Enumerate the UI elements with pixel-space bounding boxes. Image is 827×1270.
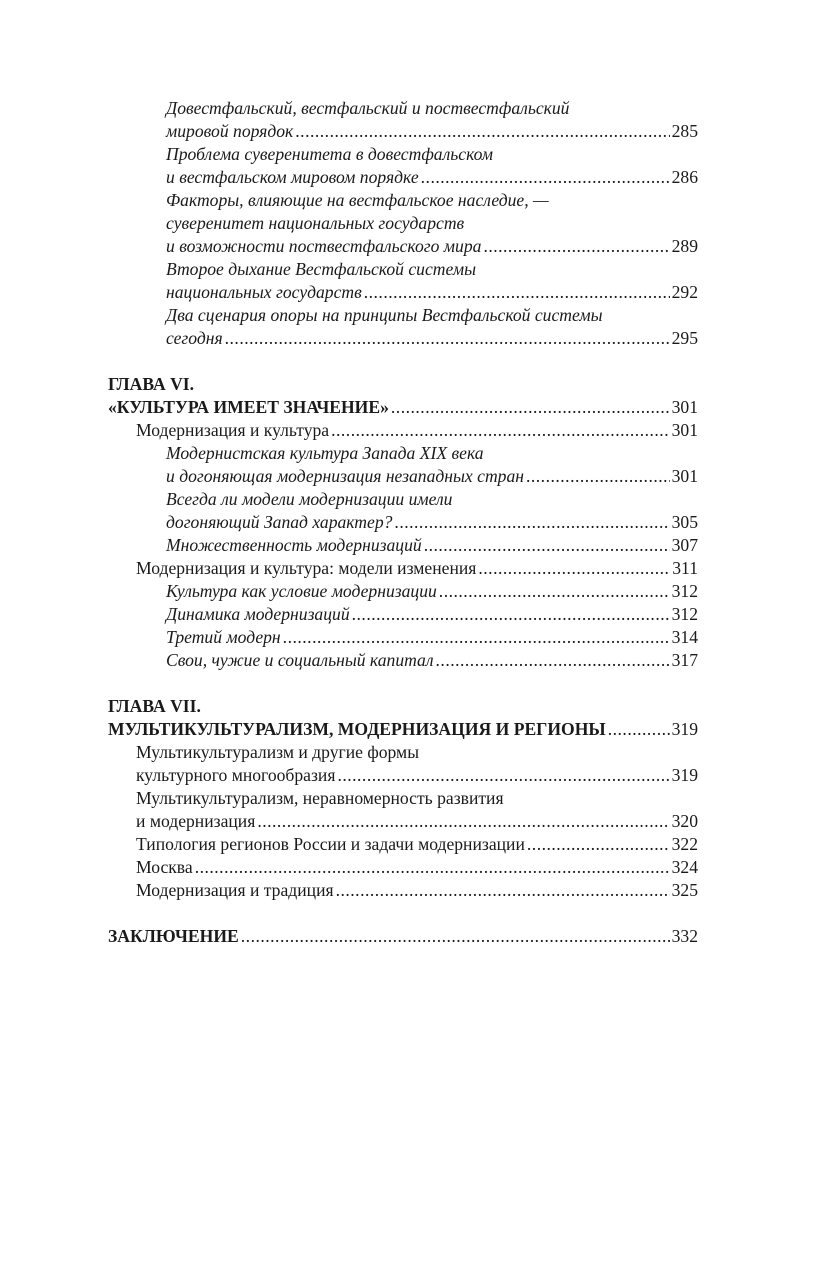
- page-number: 319: [671, 719, 698, 739]
- page-number: 295: [671, 328, 698, 348]
- dot-leader: [436, 649, 670, 672]
- page-number: 301: [671, 397, 698, 417]
- dot-leader: [478, 557, 670, 580]
- toc-entry-text: и догоняющая модернизация незападных стран: [166, 466, 524, 486]
- toc-entry-text: Свои, чужие и социальный капитал: [166, 650, 434, 670]
- page-number: 314: [671, 627, 698, 647]
- page-number: 305: [671, 512, 698, 532]
- table-of-contents: [108, 97, 698, 948]
- chapter-label: ГЛАВА VI.: [108, 374, 195, 394]
- page-number: 285: [671, 121, 698, 141]
- dot-leader: [295, 120, 669, 143]
- page-number: 312: [671, 581, 698, 601]
- toc-entry-text: Всегда ли модели модернизации имели: [166, 489, 453, 509]
- toc-entry[interactable]: [108, 603, 698, 626]
- toc-section[interactable]: [108, 833, 698, 856]
- toc-entry[interactable]: [108, 442, 698, 488]
- dot-leader: [331, 419, 670, 442]
- toc-entry-text: сегодня: [166, 328, 223, 348]
- toc-section-text: Мультикультурализм, неравномерность развития: [136, 788, 504, 808]
- toc-entry-text: Множественность модернизаций: [166, 535, 422, 555]
- dot-leader: [421, 166, 670, 189]
- page-number: 301: [671, 466, 698, 486]
- toc-entry-text: Модернистская культура Запада XIX века: [166, 443, 484, 463]
- toc-entry[interactable]: [108, 189, 698, 258]
- toc-entry-text: и возможности поствестфальского мира: [166, 236, 482, 256]
- page-number: 292: [671, 282, 698, 302]
- toc-entry-text: Динамика модернизаций: [166, 604, 350, 624]
- toc-section-text: Мультикультурализм и другие формы: [136, 742, 420, 762]
- page-number: 301: [671, 420, 698, 440]
- toc-entry-text: Довестфальский, вестфальский и поствестфальский: [166, 98, 570, 118]
- toc-section-text: Модернизация и культура: [136, 420, 330, 440]
- dot-leader: [424, 534, 670, 557]
- chapter-6-heading[interactable]: [108, 373, 698, 419]
- toc-entry[interactable]: [108, 258, 698, 304]
- toc-entry[interactable]: [108, 580, 698, 603]
- page-number: 324: [671, 857, 698, 877]
- toc-section[interactable]: [108, 741, 698, 787]
- conclusion-heading[interactable]: [108, 925, 698, 948]
- toc-entry[interactable]: [108, 97, 698, 143]
- dot-leader: [337, 764, 669, 787]
- page-number: 322: [671, 834, 698, 854]
- toc-section-text: и модернизация: [136, 811, 256, 831]
- toc-section[interactable]: [108, 557, 698, 580]
- dot-leader: [439, 580, 670, 603]
- page-number: 332: [671, 926, 698, 946]
- toc-section-text: Модернизация и традиция: [136, 880, 334, 900]
- toc-entry-text: Проблема суверенитета в довестфальском: [166, 144, 494, 164]
- dot-leader: [527, 833, 670, 856]
- chapter-title: МУЛЬТИКУЛЬТУРАЛИЗМ, МОДЕРНИЗАЦИЯ И РЕГИОНЫ: [108, 719, 606, 739]
- toc-entry[interactable]: [108, 649, 698, 672]
- toc-entry-text: Третий модерн: [166, 627, 281, 647]
- conclusion-title: ЗАКЛЮЧЕНИЕ: [108, 926, 239, 946]
- toc-entry-text: Второе дыхание Вестфальской системы: [166, 259, 476, 279]
- page-number: 307: [671, 535, 698, 555]
- chapter-title: «КУЛЬТУРА ИМЕЕТ ЗНАЧЕНИЕ»: [108, 397, 389, 417]
- toc-entry-text: мировой порядок: [166, 121, 294, 141]
- toc-entry-text: Два сценария опоры на принципы Вестфальской системы: [166, 305, 603, 325]
- toc-entry-text: Факторы, влияющие на вестфальское наследие, —: [166, 190, 549, 210]
- dot-leader: [352, 603, 670, 626]
- page-number: 311: [672, 558, 698, 578]
- toc-entry[interactable]: [108, 488, 698, 534]
- page-number: 286: [671, 167, 698, 187]
- dot-leader: [483, 235, 669, 258]
- toc-entry-text: национальных государств: [166, 282, 362, 302]
- dot-leader: [283, 626, 670, 649]
- page-number: 319: [671, 765, 698, 785]
- chapter-label: ГЛАВА VII.: [108, 696, 201, 716]
- page-number: 312: [671, 604, 698, 624]
- dot-leader: [336, 879, 670, 902]
- page-number: 289: [671, 236, 698, 256]
- dot-leader: [364, 281, 670, 304]
- page-number: 320: [671, 811, 698, 831]
- toc-section-text: Типология регионов России и задачи модернизации: [136, 834, 525, 854]
- toc-entry[interactable]: [108, 304, 698, 350]
- toc-entry[interactable]: [108, 534, 698, 557]
- toc-entry-text: Культура как условие модернизации: [166, 581, 437, 601]
- dot-leader: [608, 718, 670, 741]
- toc-entry-text: догоняющий Запад характер?: [166, 512, 393, 532]
- toc-section-text: Москва: [136, 857, 193, 877]
- toc-entry-text: и вестфальском мировом порядке: [166, 167, 419, 187]
- dot-leader: [241, 925, 670, 948]
- page-number: 317: [671, 650, 698, 670]
- page-number: 325: [671, 880, 698, 900]
- dot-leader: [391, 396, 670, 419]
- toc-entry-text: суверенитет национальных государств: [166, 213, 465, 233]
- toc-entry[interactable]: [108, 626, 698, 649]
- dot-leader: [526, 465, 670, 488]
- dot-leader: [225, 327, 670, 350]
- toc-section[interactable]: [108, 856, 698, 879]
- toc-entry[interactable]: [108, 143, 698, 189]
- toc-section[interactable]: [108, 419, 698, 442]
- dot-leader: [257, 810, 669, 833]
- dot-leader: [394, 511, 669, 534]
- chapter-7-heading[interactable]: [108, 695, 698, 741]
- toc-section[interactable]: [108, 787, 698, 833]
- dot-leader: [195, 856, 670, 879]
- toc-section-text: культурного многообразия: [136, 765, 336, 785]
- toc-section-text: Модернизация и культура: модели изменения: [136, 558, 477, 578]
- toc-section[interactable]: [108, 879, 698, 902]
